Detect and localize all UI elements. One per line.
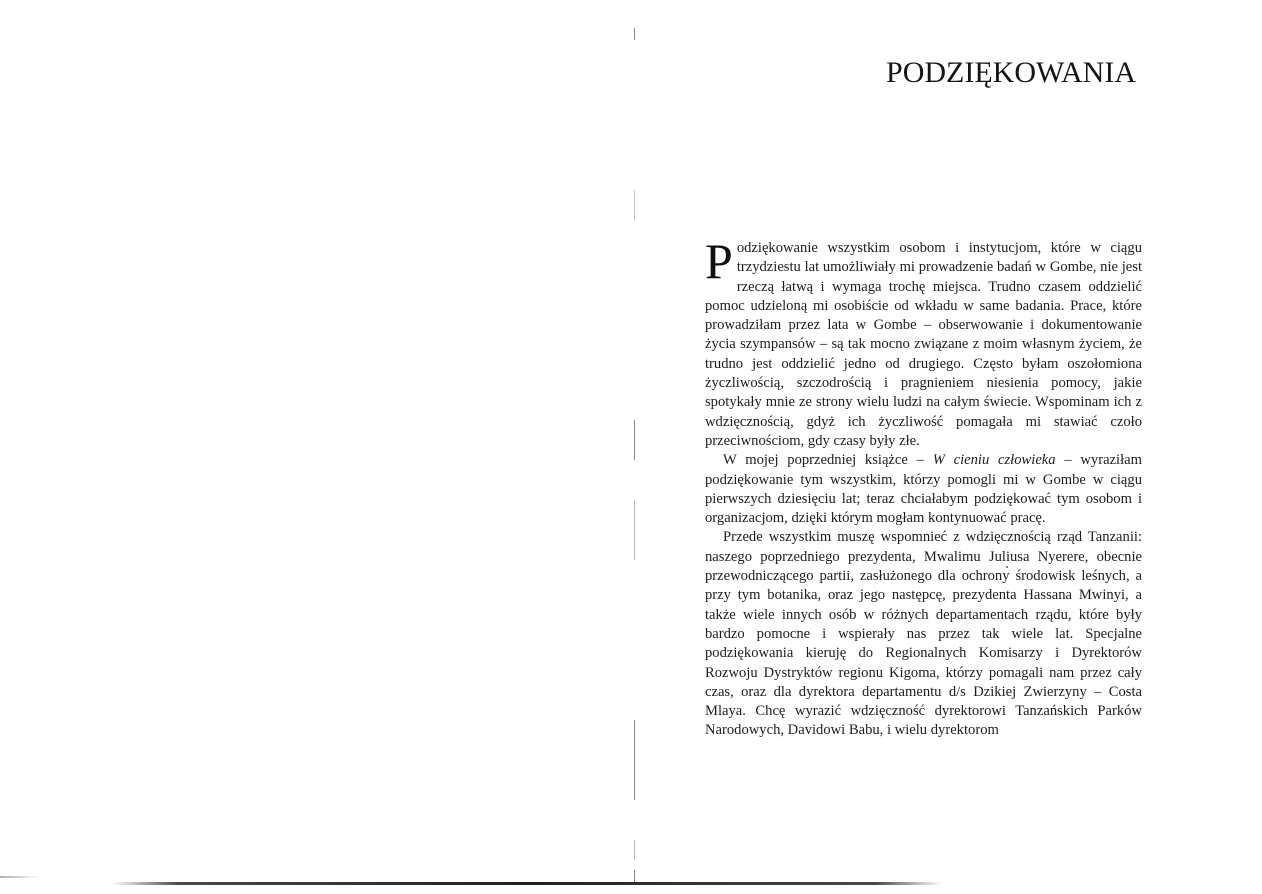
drop-cap: P <box>705 233 733 289</box>
paragraph-3-text: Przede wszystkim muszę wspomnieć z wdzięcznością rząd Tanzanii: naszego poprzedniego prezydenta, Mwalimu Juliusa Nyerere, obecnie przewodniczącego partii, zasłużonego dla ochrony środowisk leśnych, a przy tym botanika, oraz jego następcę, prezydenta Hassana Mwinyi, a także wiele innych osób w różnych departamentach rządu, które były bardzo pomocne i wspierały nas przez tak wiele lat. Specjalne podziękowania kieruję do Regionalnych Komisarzy i Dyrektorów Rozwoju Dystryktów regionu Kigoma, którzy pomagali nam przez cały czas, oraz dla dyrektora departamentu d/s Dzikiej Zwierzyny – Costa Mlaya. Chcę wyrazić wdzięczność dyrektorowi Tanzańskich Parków Narodowych, Davidowi Babu, i wielu dyrektorom <box>705 529 1142 739</box>
book-title: W cieniu człowieka <box>932 452 1056 469</box>
chapter-title: PODZIĘKOWANIA <box>886 56 1136 89</box>
paragraph-2-after: – wyraziłam podziękowanie tym wszystkim, którzy pomogli mi w Gombe w ciągu pierwszych dziesięciu lat; teraz chciałabym podziękować tym osobom i organizacjom, dzięki którym mogłam kontynuować pracę. <box>705 452 1142 527</box>
paragraph-2 <box>705 451 1142 528</box>
scan-speck <box>1006 566 1008 568</box>
left-page-blank <box>0 0 628 894</box>
scan-edge-left <box>0 876 40 878</box>
paragraph-1 <box>705 233 1142 451</box>
page-gutter <box>634 20 636 880</box>
scan-bottom-edge <box>112 882 942 885</box>
paragraph-3 <box>705 528 1142 740</box>
body-text <box>705 233 1142 741</box>
paragraph-1-text: odziękowanie wszystkim osobom i instytucjom, które w ciągu trzydziestu lat umożliwiały mi prowadzenie badań w Gombe, nie jest rzeczą łatwą i wymaga trochę miejsca. Trudno czasem oddzielić pomoc udzieloną mi osobiście od wkładu w same badania. Prace, które prowadziłam przez lata w Gombe – obserwowanie i dokumentowanie życia szympansów – są tak mocno związane z moim własnym życiem, że trudno jest oddzielić jedno od drugiego. Często byłam oszołomiona życzliwością, szczodrością i pragnieniem niesienia pomocy, jakie spotykały mnie ze strony wielu ludzi na całym świecie. Wspominam ich z wdzięcznością, gdyż ich życzliwość pomagała mi stawiać czoło przeciwnościom, gdy czasy były złe. <box>705 240 1142 449</box>
paragraph-2-before: W mojej poprzedniej książce – <box>723 452 933 469</box>
